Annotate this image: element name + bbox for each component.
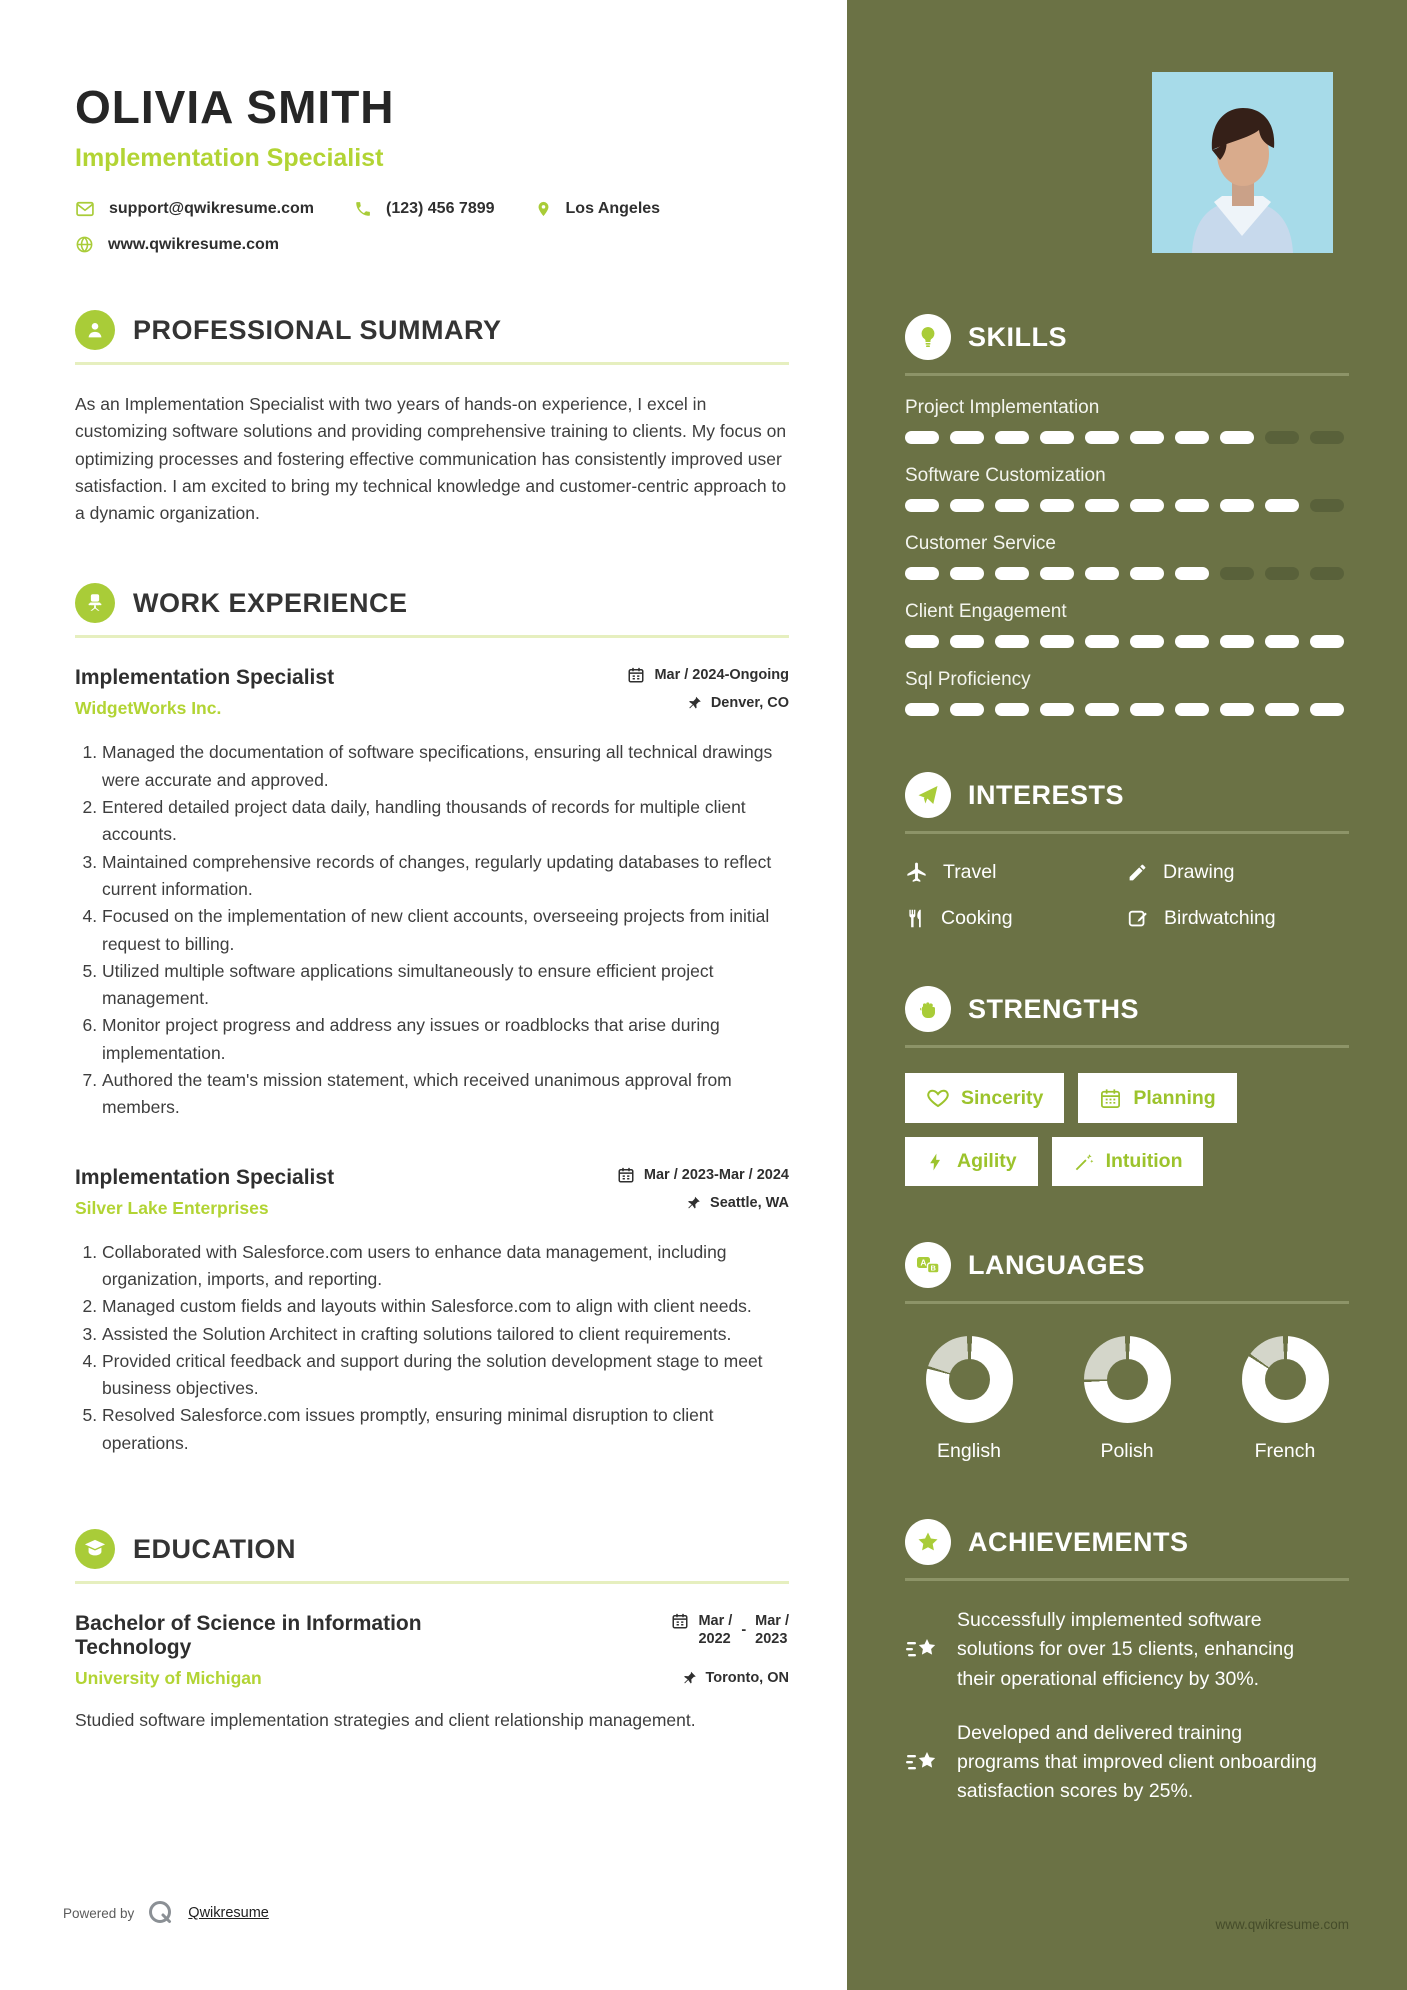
skill-pill (1310, 431, 1344, 444)
achievement-item (905, 1606, 1349, 1694)
skill-row (905, 533, 1349, 580)
job-bullet: 4. Provided critical feedback and support during the solution development stage to meet business objectives. (102, 1348, 787, 1403)
divider (75, 1581, 789, 1584)
contact-text: Los Angeles (565, 200, 661, 217)
language-item (1221, 1336, 1349, 1463)
company-name: WidgetWorks Inc. (75, 698, 222, 719)
pushpin-icon (682, 1670, 697, 1686)
skill-pill (905, 635, 939, 648)
education-location: Toronto, ON (705, 1670, 789, 1687)
skill-pill (995, 567, 1029, 580)
skill-level-bar (905, 499, 1349, 512)
contact-item (354, 200, 495, 218)
skill-label: Sql Proficiency (905, 669, 1031, 690)
interest-label: Travel (943, 861, 997, 883)
achievement-text: Successfully implemented software solutions for over 15 clients, enhancing their operational efficiency by 30%. (957, 1609, 1295, 1690)
job-bullet: 5. Utilized multiple software applications simultaneously to ensure efficient project management. (102, 958, 787, 1013)
skill-pill (1085, 635, 1119, 648)
skill-row (905, 397, 1349, 444)
education-dates (671, 1612, 789, 1648)
divider (75, 362, 789, 365)
skill-pill (1040, 703, 1074, 716)
location-icon (535, 199, 552, 219)
graduate-icon (75, 1529, 115, 1569)
company-name: Silver Lake Enterprises (75, 1197, 269, 1218)
translate-icon (905, 1242, 951, 1288)
strength-badge (905, 1137, 1038, 1186)
calendar-icon (671, 1612, 689, 1630)
language-donut (1242, 1336, 1329, 1423)
strengths-heading: STRENGTHS (968, 993, 1140, 1024)
strength-label: Planning (1133, 1086, 1216, 1109)
skill-pill (1175, 567, 1209, 580)
language-donut (926, 1336, 1013, 1423)
education-description: Studied software implementation strategies and client relationship management. (75, 1710, 696, 1731)
education-date-start (698, 1612, 732, 1648)
contact-item (75, 199, 314, 219)
svg-text:B: B (930, 1263, 936, 1273)
profile-photo (1152, 72, 1333, 253)
divider (905, 373, 1349, 376)
education-section (75, 1529, 789, 1734)
person-icon (75, 310, 115, 350)
skill-pill (1265, 431, 1299, 444)
skills-section (905, 314, 1349, 716)
chair-icon (75, 583, 115, 623)
language-label: English (937, 1440, 1001, 1462)
skill-pill (1085, 431, 1119, 444)
job-bullet: 1. Managed the documentation of software specifications, ensuring all technical drawings were accurate and approved. (102, 739, 787, 794)
skill-pill (1130, 431, 1164, 444)
skill-level-bar (905, 567, 1349, 580)
star-icon (905, 1519, 951, 1565)
strengths-section (905, 986, 1349, 1186)
degree-title: Bachelor of Science in Information Technology (75, 1612, 422, 1660)
strength-label: Sincerity (961, 1086, 1044, 1109)
skill-pill (950, 431, 984, 444)
divider (905, 831, 1349, 834)
strength-badge (905, 1073, 1064, 1123)
language-label: Polish (1100, 1440, 1154, 1462)
interest-item (1127, 907, 1349, 930)
job-bullet: 7. Authored the team's mission statement, which received unanimous approval from members. (102, 1067, 787, 1122)
interest-label: Cooking (941, 907, 1013, 929)
skill-pill (1040, 431, 1074, 444)
date-line: 2022 (698, 1631, 731, 1648)
work-heading: WORK EXPERIENCE (133, 587, 408, 618)
skill-pill (1310, 499, 1344, 512)
skill-pill (1040, 499, 1074, 512)
skill-pill (905, 431, 939, 444)
skill-pill (995, 499, 1029, 512)
summary-section (75, 310, 789, 527)
school-name: University of Michigan (75, 1668, 262, 1689)
strength-badge (1078, 1073, 1236, 1123)
work-entry-header (75, 666, 789, 719)
wand-icon (1073, 1151, 1095, 1173)
job-title: Implementation Specialist (75, 666, 335, 690)
pencil-icon (1127, 862, 1148, 883)
skill-pill (905, 567, 939, 580)
skill-pill (905, 499, 939, 512)
skill-label: Project Implementation (905, 397, 1100, 418)
skill-pill (1085, 567, 1119, 580)
skill-pill (1265, 567, 1299, 580)
job-bullet: 6. Monitor project progress and address any issues or roadblocks that arise during implementation. (102, 1012, 787, 1067)
language-label: French (1254, 1440, 1316, 1462)
skill-pill (1085, 703, 1119, 716)
skill-pill (1265, 499, 1299, 512)
achievements-heading: ACHIEVEMENTS (968, 1526, 1189, 1557)
interests-section (905, 772, 1349, 930)
summary-heading: PROFESSIONAL SUMMARY (133, 314, 502, 345)
skill-pill (905, 703, 939, 716)
photo-wrap (905, 72, 1349, 258)
skill-pill (1310, 635, 1344, 648)
globe-icon (75, 235, 94, 254)
pushpin-icon (686, 1195, 701, 1211)
job-bullet: 1. Collaborated with Salesforce.com users to enhance data management, including organization, imports, and reporting. (102, 1239, 787, 1294)
contact-text: (123) 456 7899 (385, 200, 495, 217)
strength-label: Agility (957, 1150, 1017, 1172)
contact-block (75, 199, 789, 254)
skill-pill (1220, 703, 1254, 716)
skill-pill (1085, 499, 1119, 512)
sidebar-footer-url[interactable]: www.qwikresume.com (1215, 1917, 1349, 1932)
skill-level-bar (905, 635, 1349, 648)
work-entry-right (617, 1166, 789, 1211)
skill-pill (1220, 431, 1254, 444)
skill-pill (995, 431, 1029, 444)
skill-pill (1175, 499, 1209, 512)
skills-heading: SKILLS (968, 321, 1068, 352)
work-entry (75, 1166, 789, 1457)
phone-icon (354, 200, 372, 218)
utensils-icon (905, 908, 926, 929)
contact-item (75, 235, 279, 254)
job-bullet: 2. Entered detailed project data daily, handling thousands of records for multiple client accounts. (102, 794, 787, 849)
heart-icon (926, 1086, 950, 1110)
contact-row (75, 235, 789, 254)
fist-icon (905, 986, 951, 1032)
work-entry-left (75, 1166, 334, 1219)
skill-level-bar (905, 431, 1349, 444)
skill-pill (1175, 635, 1209, 648)
job-bullet-list (75, 1239, 787, 1457)
education-heading: EDUCATION (133, 1533, 296, 1564)
education-date-end (755, 1612, 789, 1648)
skill-row (905, 601, 1349, 648)
job-location (617, 1195, 789, 1211)
powered-by-label: Powered by (63, 1905, 135, 1921)
date-line: Mar / (698, 1613, 733, 1630)
work-entry-right (627, 666, 789, 711)
languages-section (905, 1242, 1349, 1463)
divider (905, 1301, 1349, 1304)
skill-label: Client Engagement (905, 601, 1067, 622)
achievement-item (905, 1719, 1349, 1807)
achievement-text: Developed and delivered training programs that improved client onboarding satisfaction scores by 25%. (957, 1721, 1317, 1803)
contact-row (75, 199, 789, 219)
contact-item (535, 199, 661, 219)
interests-heading: INTERESTS (968, 779, 1125, 810)
pushpin-icon (687, 695, 702, 711)
skill-pill (1310, 703, 1344, 716)
bolt-icon (926, 1151, 946, 1173)
shooting-star-icon (905, 1721, 941, 1807)
candidate-title: Implementation Specialist (75, 144, 384, 172)
job-dates-text: Mar / 2024-Ongoing (654, 667, 789, 684)
date-line: 2023 (755, 1631, 788, 1648)
job-bullet: 5. Resolved Salesforce.com issues promptly, ensuring minimal disruption to client operations. (102, 1402, 787, 1457)
calendar-sm-icon (617, 1166, 635, 1184)
skill-pill (950, 499, 984, 512)
job-bullet: 2. Managed custom fields and layouts within Salesforce.com to align with client needs. (102, 1293, 787, 1320)
strength-badge (1052, 1137, 1204, 1186)
calendar-sm-icon (627, 666, 645, 684)
interest-item (1127, 861, 1349, 884)
work-section (75, 583, 789, 1457)
skill-row (905, 465, 1349, 512)
interest-item (905, 861, 1127, 884)
job-bullet-list (75, 739, 787, 1121)
skill-pill (1310, 567, 1344, 580)
pen-square-icon (1127, 908, 1149, 930)
divider (905, 1045, 1349, 1048)
date-line: Mar / (755, 1613, 789, 1630)
job-bullet: 3. Maintained comprehensive records of changes, regularly updating databases to reflect current information. (102, 849, 787, 904)
sidebar (847, 0, 1407, 1990)
job-location-text: Seattle, WA (710, 1194, 789, 1211)
calendar-icon (1099, 1087, 1122, 1110)
strength-label: Intuition (1105, 1150, 1183, 1172)
skill-label: Software Customization (905, 465, 1106, 486)
skill-pill (950, 703, 984, 716)
bulb-icon (905, 314, 951, 360)
contact-text: www.qwikresume.com (108, 235, 280, 253)
shooting-star-icon (905, 1608, 941, 1694)
skill-pill (1175, 431, 1209, 444)
job-title: Implementation Specialist (75, 1165, 335, 1189)
skill-pill (1130, 567, 1164, 580)
skill-pill (950, 635, 984, 648)
skill-level-bar (905, 703, 1349, 716)
skill-pill (1220, 499, 1254, 512)
skill-pill (995, 635, 1029, 648)
job-dates-text: Mar / 2023-Mar / 2024 (643, 1166, 789, 1183)
job-dates (627, 666, 789, 684)
language-donut (1084, 1336, 1171, 1423)
work-entry-left (75, 666, 334, 719)
contact-text: support@qwikresume.com (109, 200, 314, 217)
skill-row (905, 669, 1349, 716)
skill-pill (995, 703, 1029, 716)
divider (75, 635, 789, 638)
job-location-text: Denver, CO (710, 695, 789, 712)
skill-pill (1265, 703, 1299, 716)
plane-icon (905, 861, 928, 884)
job-dates (617, 1166, 789, 1184)
skill-pill (1220, 567, 1254, 580)
skill-label: Customer Service (905, 533, 1056, 554)
job-location (627, 695, 789, 711)
interest-label: Drawing (1163, 861, 1235, 883)
skill-pill (1040, 635, 1074, 648)
achievements-section (905, 1519, 1349, 1807)
interest-item (905, 907, 1127, 930)
svg-text:A: A (920, 1257, 927, 1268)
qwikresume-link[interactable]: Qwikresume (188, 1905, 269, 1921)
qwikresume-logo-icon (146, 1898, 176, 1928)
job-bullet: 4. Focused on the implementation of new client accounts, overseeing projects from initial request to billing. (102, 903, 787, 958)
candidate-name: OLIVIA SMITH (75, 81, 395, 133)
skill-pill (1130, 635, 1164, 648)
work-entry (75, 666, 789, 1121)
skill-pill (1220, 635, 1254, 648)
divider (905, 1578, 1349, 1581)
envelope-icon (75, 199, 95, 219)
skill-pill (1265, 635, 1299, 648)
summary-text: As an Implementation Specialist with two years of hands-on experience, I excel in customizing software solutions and providing comprehensive training to clients. My focus on optimizing processes and fostering effective communication has consistently improved user satisfaction. I am excited to bring my technical knowledge and customer-centric approach to a dynamic organization. (75, 394, 787, 524)
date-separator: - (741, 1622, 747, 1639)
skill-pill (1130, 703, 1164, 716)
language-item (905, 1336, 1033, 1463)
job-bullet: 3. Assisted the Solution Architect in crafting solutions tailored to client requirements. (102, 1321, 787, 1348)
page-footer (63, 1898, 269, 1928)
skill-pill (1175, 703, 1209, 716)
languages-heading: LANGUAGES (968, 1249, 1146, 1280)
language-item (1063, 1336, 1191, 1463)
skill-pill (1040, 567, 1074, 580)
skill-pill (1130, 499, 1164, 512)
work-entry-header (75, 1166, 789, 1219)
interest-label: Birdwatching (1164, 907, 1276, 929)
skill-pill (950, 567, 984, 580)
paper-plane-icon (905, 772, 951, 818)
